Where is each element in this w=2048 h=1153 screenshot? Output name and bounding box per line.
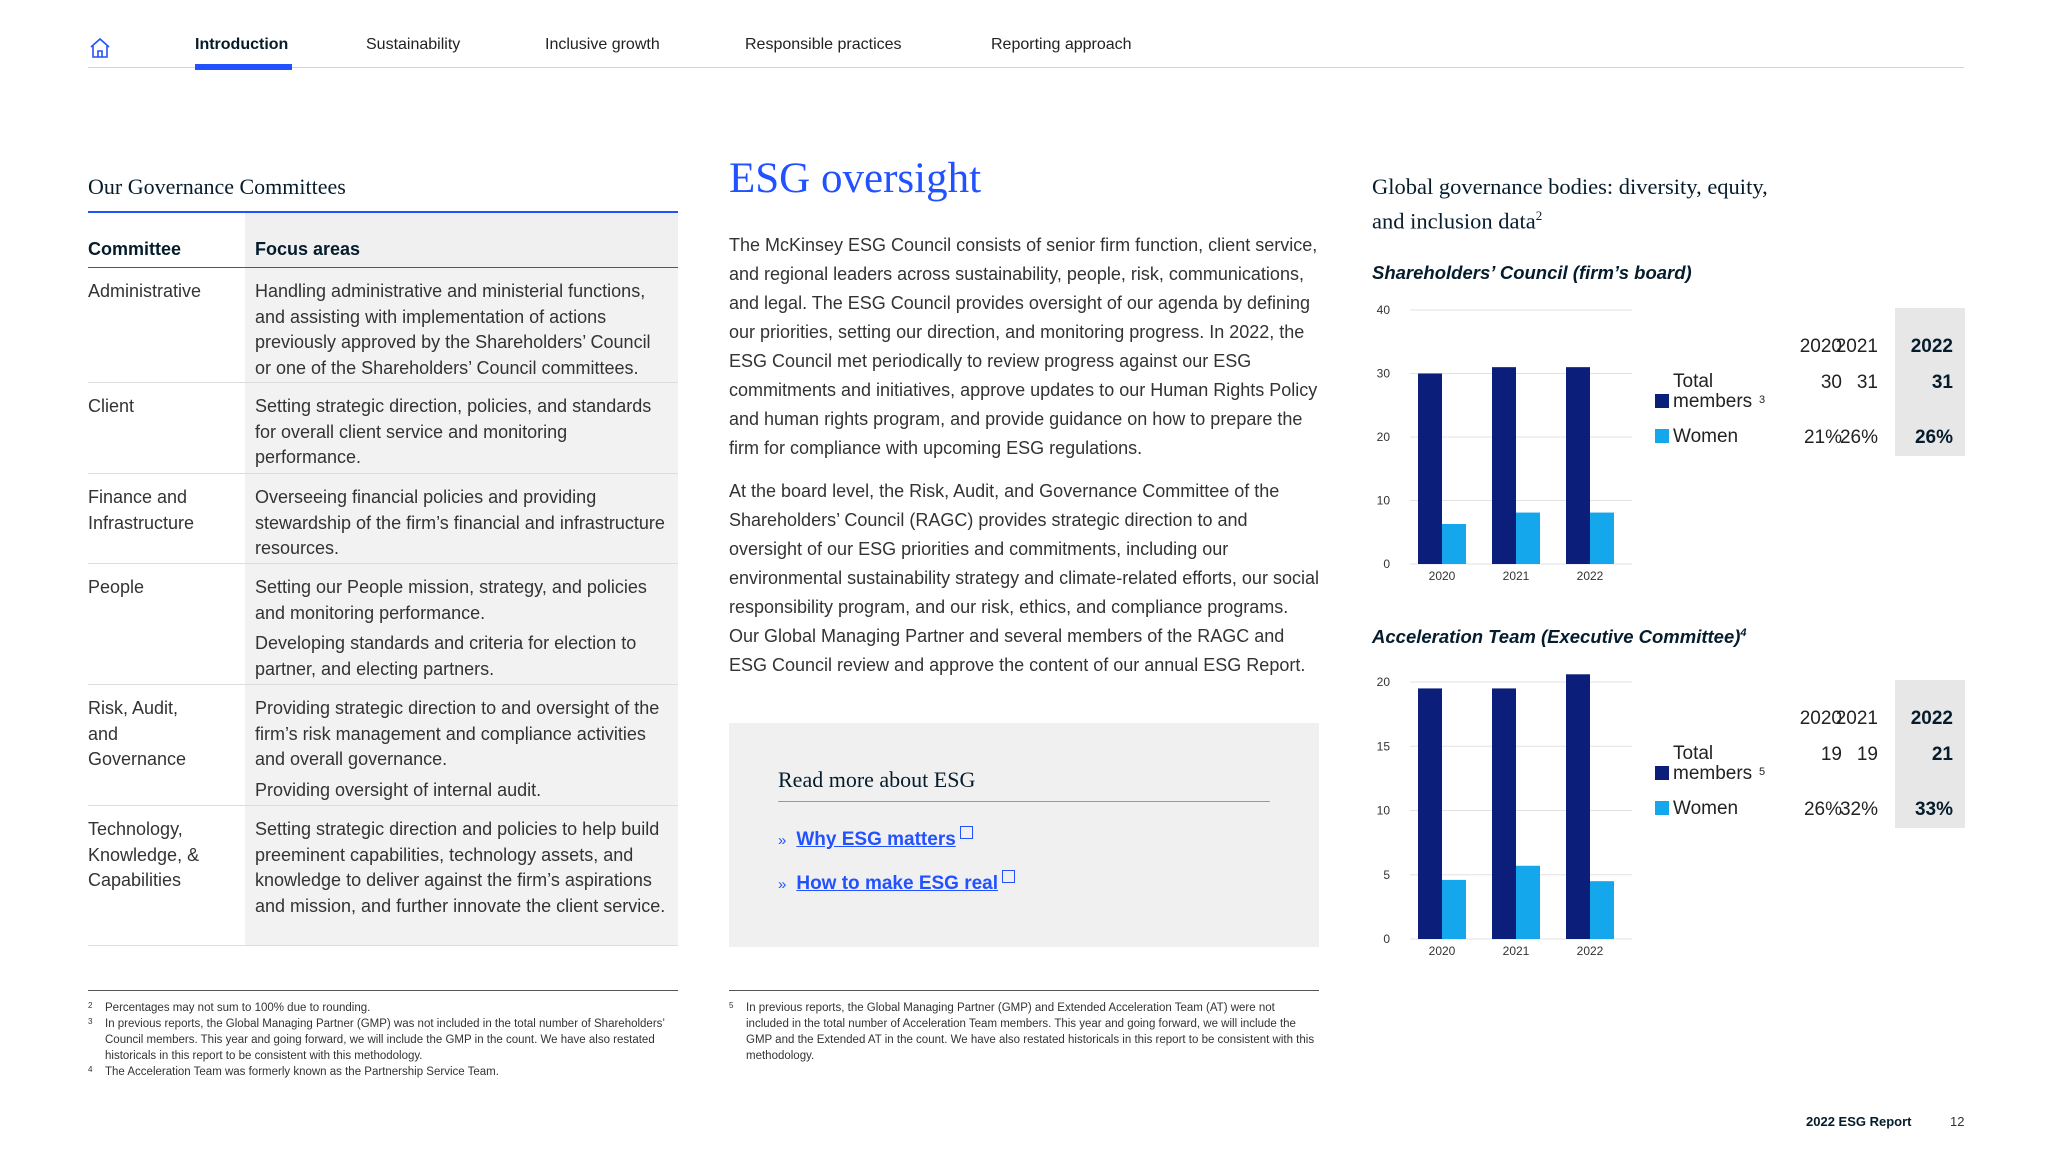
committee-name: Client	[88, 383, 245, 474]
row-label-text: Total members	[1673, 371, 1753, 412]
y-tick-label: 20	[1376, 430, 1390, 444]
footnote-number: 5	[729, 1001, 734, 1010]
how-to-make-esg-real-link[interactable]	[778, 873, 1015, 895]
bar-women-2020	[1442, 880, 1466, 939]
year-header: 2020	[1799, 708, 1842, 729]
committee-header: Committee	[88, 239, 182, 259]
external-link-icon	[960, 826, 973, 839]
focus-areas	[245, 564, 678, 685]
tab-reporting-approach[interactable]: Reporting approach	[991, 36, 1132, 53]
footnote-marker: 3	[1759, 394, 1766, 406]
value-cell: 21%	[1803, 427, 1842, 448]
focus-text: Providing oversight of internal audit.	[255, 779, 542, 800]
y-tick-label: 20	[1376, 675, 1390, 689]
esg-paragraph: At the board level, the Risk, Audit, and Governance Committee of the Shareholders’ Council (RAGC) provides strategic direction to and oversight of our ESG priorities and commitments, including our environmental sustainability strategy and climate-related efforts, our social responsibility program, and our risk, ethics, and compliance programs. Our Global Managing Partner and several members of the RAGC and ESG Council review and approve the content of our annual ESG Report.	[729, 481, 1319, 675]
x-tick-label: 2020	[1428, 569, 1456, 583]
focus-text: Setting strategic direction and policies to help build preeminent capabilities, technology assets, and knowledge to deliver against the firm’s aspirations and mission, and further innovate the client service.	[255, 819, 666, 916]
external-link-icon	[1002, 870, 1015, 883]
year-header: 2020	[1799, 336, 1842, 357]
committee-name: Risk, Audit, and Governance	[88, 685, 245, 806]
chart2-title-text: Acceleration Team (Executive Committee)	[1372, 626, 1741, 647]
table-row	[88, 268, 678, 383]
value-cell: 30	[1820, 372, 1842, 393]
value-cell: 31	[1931, 372, 1953, 393]
row-label-total	[1655, 372, 1773, 412]
x-tick-label: 2022	[1576, 944, 1604, 958]
governance-table	[88, 213, 678, 946]
value-cell: 19	[1856, 744, 1878, 765]
bar-total-2020	[1418, 374, 1442, 565]
value-cell: 26%	[1803, 799, 1842, 820]
focus-areas	[245, 268, 678, 383]
y-tick-label: 5	[1383, 867, 1390, 882]
row-label-text: Women	[1673, 426, 1739, 447]
footnote	[88, 1016, 678, 1064]
charts-title	[1372, 172, 1772, 236]
y-tick-label: 15	[1376, 739, 1390, 754]
committee-name: Technology, Knowledge, & Capabilities	[88, 806, 245, 946]
chart2-stats-table	[1655, 680, 1965, 828]
year-header: 2022	[1910, 336, 1953, 357]
legend-swatch	[1655, 766, 1669, 780]
committee-name: People	[88, 564, 245, 685]
focus-areas	[245, 383, 678, 474]
active-tab-indicator	[195, 64, 292, 70]
bar-total-2022	[1566, 367, 1590, 564]
chevron-icon: »	[778, 832, 787, 849]
bar-total-2022	[1566, 674, 1590, 939]
footnote-number: 2	[88, 1001, 93, 1010]
bar-women-2022	[1590, 513, 1614, 564]
focus-areas	[245, 806, 678, 946]
table-row	[88, 564, 678, 685]
report-title: 2022 ESG Report	[1806, 1114, 1912, 1129]
focus-text: Handling administrative and ministerial functions, and assisting with implementation of actions previously approved by the Shareholders’ Council or one of the Shareholders’ Council committees.	[255, 281, 651, 378]
legend-swatch	[1655, 429, 1669, 443]
chevron-icon: »	[778, 876, 787, 893]
year-header: 2021	[1835, 336, 1878, 357]
focus-areas	[245, 685, 678, 806]
footnote-text: In previous reports, the Global Managing Partner (GMP) was not included in the total number of Shareholders’ Council members. This year and going forward, we will include the GMP in the count. We have also restated historicals in this report to be consistent with this methodology.	[105, 1018, 665, 1062]
governance-title: Our Governance Committees	[88, 174, 346, 199]
value-cell: 32%	[1839, 799, 1878, 820]
tab-introduction[interactable]: Introduction	[195, 36, 289, 53]
footnote-text: In previous reports, the Global Managing Partner (GMP) and Extended Acceleration Team (AT) were not included in the total number of Acceleration Team members. This year and going forward, we will include the GMP and the Extended AT in the count. We have also restated historicals in this report to be consistent with this methodology.	[746, 1002, 1315, 1062]
y-tick-label: 0	[1383, 557, 1390, 571]
table-row	[88, 806, 678, 946]
read-more-box	[729, 723, 1319, 947]
tab-sustainability[interactable]: Sustainability	[366, 36, 461, 53]
charts-title-text: Global governance bodies: diversity, equity, and inclusion data	[1372, 174, 1768, 234]
value-cell: 21	[1931, 744, 1953, 765]
row-label-total	[1655, 744, 1773, 784]
focus-text: Providing strategic direction to and oversight of the firm’s risk management and compliance activities and overall governance.	[255, 698, 660, 769]
committee-name: Finance and Infrastructure	[88, 474, 245, 564]
x-tick-label: 2021	[1502, 569, 1530, 583]
focus-areas-header: Focus areas	[245, 213, 678, 267]
footnote-text: Percentages may not sum to 100% due to rounding.	[105, 1002, 371, 1014]
link-text: Why ESG matters	[796, 829, 956, 850]
tab-inclusive-growth[interactable]: Inclusive growth	[545, 36, 660, 53]
table-row	[88, 474, 678, 564]
y-tick-label: 30	[1376, 366, 1390, 381]
y-tick-label: 40	[1376, 303, 1390, 317]
value-cell: 19	[1820, 744, 1842, 765]
bar-total-2021	[1492, 367, 1516, 564]
footnote-text: The Acceleration Team was formerly known as the Partnership Service Team.	[105, 1066, 499, 1078]
y-tick-label: 0	[1383, 932, 1390, 946]
footnote-number: 3	[88, 1017, 93, 1026]
focus-text: Setting strategic direction, policies, and standards for overall client service and monitoring performance.	[255, 396, 652, 467]
x-tick-label: 2020	[1428, 944, 1456, 958]
chart1-plot	[1372, 300, 1642, 592]
focus-text: Developing standards and criteria for election to partner, and electing partners.	[255, 633, 637, 679]
footnote-number: 4	[88, 1065, 93, 1074]
focus-text: Setting our People mission, strategy, and policies and monitoring performance.	[255, 577, 647, 623]
bar-women-2020	[1442, 524, 1466, 564]
tab-responsible-practices[interactable]: Responsible practices	[745, 36, 902, 53]
legend-swatch	[1655, 801, 1669, 815]
legend-swatch	[1655, 394, 1669, 408]
y-tick-label: 10	[1376, 803, 1390, 818]
footnote-rule	[729, 990, 1319, 991]
chart1-stats-table	[1655, 308, 1965, 456]
committee-name: Administrative	[88, 268, 245, 383]
chart1-title	[1372, 262, 1692, 284]
table-row	[88, 383, 678, 474]
row-label-text: Women	[1673, 798, 1739, 819]
value-cell: 26%	[1914, 427, 1953, 448]
footnote	[88, 1000, 678, 1016]
chart2-title-footnote: 4	[1740, 626, 1747, 639]
footnote-marker: 5	[1759, 766, 1766, 778]
esg-body	[729, 231, 1319, 680]
focus-text: Overseeing financial policies and providing stewardship of the firm’s financial and infrastructure resources.	[255, 487, 665, 558]
chart2-plot	[1372, 672, 1642, 967]
home-icon[interactable]	[88, 36, 112, 60]
year-header: 2021	[1835, 708, 1878, 729]
governance-table-header	[88, 213, 678, 268]
year-header: 2022	[1910, 708, 1953, 729]
why-esg-matters-link[interactable]	[778, 829, 973, 851]
bar-women-2021	[1516, 513, 1540, 564]
chart2-title	[1372, 626, 1747, 648]
bar-women-2022	[1590, 881, 1614, 939]
chart1-title-text: Shareholders’ Council (firm’s board)	[1372, 262, 1692, 283]
page-title: ESG oversight	[729, 155, 982, 202]
bar-total-2020	[1418, 688, 1442, 939]
read-more-rule	[778, 801, 1270, 802]
y-tick-label: 10	[1376, 493, 1390, 508]
footnotes-middle	[729, 1000, 1319, 1064]
table-row	[88, 685, 678, 806]
x-tick-label: 2021	[1502, 944, 1530, 958]
value-cell: 31	[1856, 372, 1878, 393]
link-text: How to make ESG real	[796, 873, 999, 894]
row-label-women	[1655, 427, 1738, 447]
row-label-women	[1655, 799, 1738, 819]
footnote-rule	[88, 990, 678, 991]
top-navigation	[88, 0, 1964, 68]
esg-paragraph: The McKinsey ESG Council consists of senior firm function, client service, and regional leaders across sustainability, people, risk, communications, and legal. The ESG Council provides oversight of our agenda by defining our priorities, setting our direction, and monitoring progress. In 2022, the ESG Council met periodically to review progress against our ESG commitments and initiatives, approve updates to our Human Rights Policy and human rights program, and provide guidance on how to prepare the firm for compliance with upcoming ESG regulations.	[729, 235, 1318, 458]
footnote	[729, 1000, 1319, 1064]
read-more-title: Read more about ESG	[778, 767, 976, 792]
footnote	[88, 1064, 678, 1080]
focus-areas	[245, 474, 678, 564]
footnotes-left	[88, 1000, 678, 1080]
bar-total-2021	[1492, 688, 1516, 939]
value-cell: 26%	[1839, 427, 1878, 448]
bar-women-2021	[1516, 866, 1540, 939]
x-tick-label: 2022	[1576, 569, 1604, 583]
page-number: 12	[1950, 1114, 1965, 1129]
value-cell: 33%	[1914, 799, 1953, 820]
row-label-text: Total members	[1673, 743, 1753, 784]
charts-title-footnote: 2	[1535, 208, 1543, 223]
